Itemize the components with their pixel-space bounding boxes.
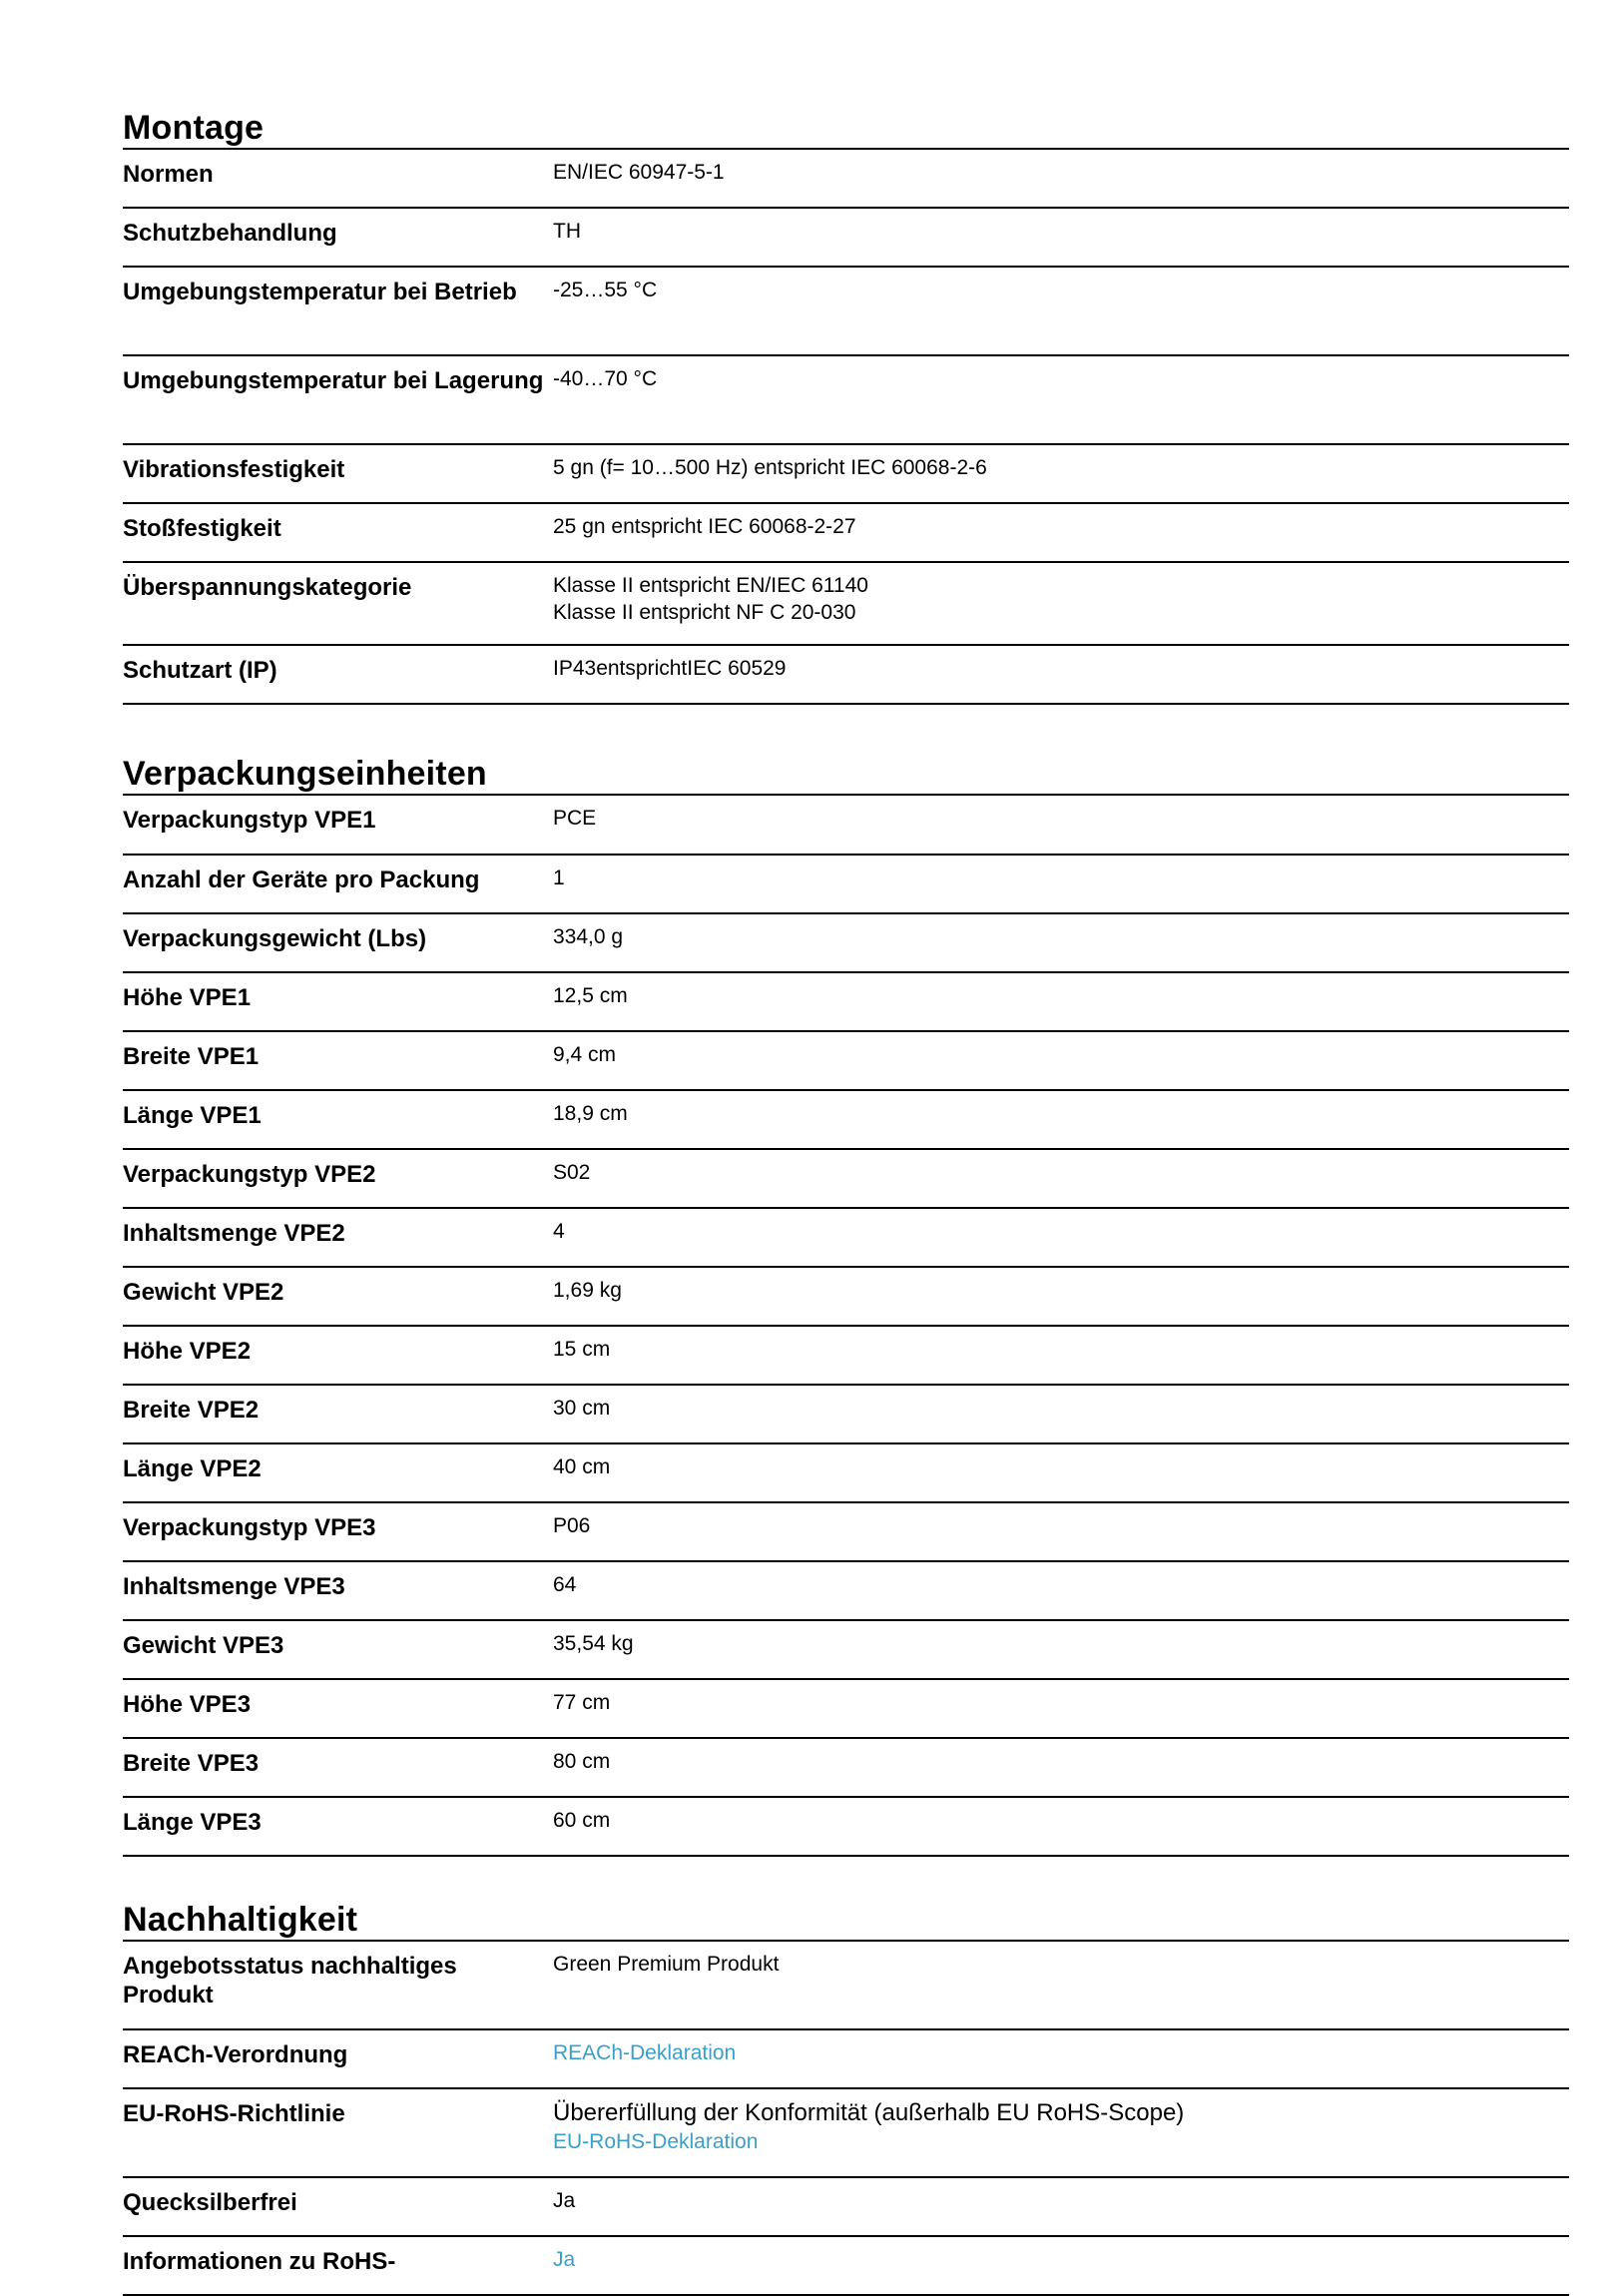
spec-value-line: PCE xyxy=(553,807,597,830)
spec-value-line: 1,69 kg xyxy=(553,1279,622,1302)
spec-label: Schutzbehandlung xyxy=(123,220,337,247)
spec-row xyxy=(123,1327,1569,1386)
spec-row xyxy=(123,504,1569,563)
spec-row xyxy=(123,796,1569,856)
spec-value xyxy=(553,796,1569,854)
spec-label: Höhe VPE1 xyxy=(123,984,252,1011)
spec-value-line: Klasse II entspricht NF C 20-030 xyxy=(553,601,856,624)
spec-value xyxy=(553,2030,1569,2087)
spec-value-line: 30 cm xyxy=(553,1397,611,1420)
spec-value xyxy=(553,209,1569,266)
spec-value-line: 60 cm xyxy=(553,1809,611,1832)
spec-row xyxy=(123,1562,1569,1621)
spec-value xyxy=(553,1091,1569,1148)
spec-value xyxy=(553,268,1569,354)
spec-value xyxy=(553,1680,1569,1737)
spec-value xyxy=(553,445,1569,502)
section-0 xyxy=(123,108,1569,705)
section-title: Verpackungseinheiten xyxy=(123,755,487,793)
spec-value-line: 12,5 cm xyxy=(553,984,628,1007)
spec-label: Verpackungstyp VPE3 xyxy=(123,1514,376,1541)
spec-value xyxy=(553,1209,1569,1266)
spec-value xyxy=(553,914,1569,971)
spec-label: Stoßfestigkeit xyxy=(123,515,281,542)
document-link[interactable]: REACh-Deklaration xyxy=(553,2041,737,2064)
spec-value-line: 64 xyxy=(553,1573,577,1596)
spec-row xyxy=(123,209,1569,268)
spec-value-line: 5 gn (f= 10…500 Hz) entspricht IEC 60068-2-6 xyxy=(553,456,987,479)
spec-row xyxy=(123,2178,1569,2237)
spec-value-line: 80 cm xyxy=(553,1750,611,1773)
spec-value-line: -40…70 °C xyxy=(553,367,658,390)
spec-row xyxy=(123,1739,1569,1798)
spec-value xyxy=(553,1327,1569,1384)
spec-label: Umgebungstemperatur bei Lagerung xyxy=(123,367,544,394)
spec-value xyxy=(553,2237,1569,2294)
spec-value xyxy=(553,356,1569,443)
spec-value-line: S02 xyxy=(553,1161,591,1184)
spec-row xyxy=(123,2030,1569,2089)
spec-label: Gewicht VPE2 xyxy=(123,1279,284,1306)
spec-value-line: EN/IEC 60947-5-1 xyxy=(553,161,725,184)
spec-value xyxy=(553,973,1569,1030)
spec-value-line: 1 xyxy=(553,866,565,889)
spec-row xyxy=(123,1680,1569,1739)
spec-label: Angebotsstatus nachhaltiges Produkt xyxy=(123,1953,457,2009)
spec-label: Länge VPE2 xyxy=(123,1455,262,1482)
spec-label: Inhaltsmenge VPE2 xyxy=(123,1220,345,1247)
document-link[interactable]: EU-RoHS-Deklaration xyxy=(553,2130,759,2153)
spec-row xyxy=(123,973,1569,1032)
spec-row xyxy=(123,1942,1569,2030)
spec-label: Länge VPE1 xyxy=(123,1102,262,1129)
spec-label: Quecksilberfrei xyxy=(123,2189,297,2216)
spec-value xyxy=(553,563,1569,644)
spec-row xyxy=(123,150,1569,209)
spec-value xyxy=(553,1942,1569,2028)
spec-value xyxy=(553,150,1569,207)
spec-value xyxy=(553,1268,1569,1325)
spec-label: Verpackungstyp VPE1 xyxy=(123,807,376,834)
spec-row xyxy=(123,1621,1569,1680)
section-1 xyxy=(123,754,1569,1857)
spec-row xyxy=(123,1798,1569,1857)
spec-row xyxy=(123,2237,1569,2296)
spec-value-line: IP43entsprichtIEC 60529 xyxy=(553,657,787,680)
spec-label: Breite VPE2 xyxy=(123,1397,260,1424)
spec-label: Verpackungsgewicht (Lbs) xyxy=(123,925,427,952)
spec-row xyxy=(123,445,1569,504)
spec-value-line: 15 cm xyxy=(553,1338,611,1361)
spec-label: Informationen zu RoHS- xyxy=(123,2248,396,2275)
spec-label: Höhe VPE3 xyxy=(123,1691,252,1718)
spec-row xyxy=(123,2089,1569,2178)
spec-label: Vibrationsfestigkeit xyxy=(123,456,345,483)
spec-label: Höhe VPE2 xyxy=(123,1338,252,1365)
spec-value xyxy=(553,1386,1569,1442)
spec-label: Anzahl der Geräte pro Packung xyxy=(123,866,480,893)
spec-row xyxy=(123,1091,1569,1150)
spec-label: EU-RoHS-Richtlinie xyxy=(123,2100,345,2127)
spec-row xyxy=(123,1503,1569,1562)
spec-value-line: -25…55 °C xyxy=(553,279,658,301)
spec-label: Breite VPE1 xyxy=(123,1043,260,1070)
spec-value xyxy=(553,646,1569,703)
spec-value-line: 9,4 cm xyxy=(553,1043,617,1066)
spec-value-line: Ja xyxy=(553,2189,576,2212)
spec-value-line: 4 xyxy=(553,1220,565,1243)
spec-row xyxy=(123,563,1569,646)
spec-row xyxy=(123,1268,1569,1327)
spec-value-line: P06 xyxy=(553,1514,591,1537)
spec-value xyxy=(553,1798,1569,1855)
spec-value-line: TH xyxy=(553,220,581,243)
document-link[interactable]: Ja xyxy=(553,2248,576,2271)
spec-value-line: 40 cm xyxy=(553,1455,611,1478)
spec-value-line: Übererfüllung der Konformität (außerhalb EU RoHS-Scope) xyxy=(553,2099,1185,2126)
spec-label: Schutzart (IP) xyxy=(123,657,277,684)
spec-label: Umgebungstemperatur bei Betrieb xyxy=(123,279,517,305)
spec-value xyxy=(553,1150,1569,1207)
spec-row xyxy=(123,1444,1569,1503)
spec-value xyxy=(553,2178,1569,2235)
spec-label: Verpackungstyp VPE2 xyxy=(123,1161,376,1188)
spec-value xyxy=(553,504,1569,561)
spec-label: Gewicht VPE3 xyxy=(123,1632,284,1659)
spec-label: REACh-Verordnung xyxy=(123,2041,348,2068)
spec-value xyxy=(553,2089,1569,2176)
spec-label: Länge VPE3 xyxy=(123,1809,262,1836)
spec-row xyxy=(123,646,1569,705)
spec-value-line: 334,0 g xyxy=(553,925,624,948)
spec-label: Inhaltsmenge VPE3 xyxy=(123,1573,345,1600)
section-2 xyxy=(123,1900,1569,2296)
spec-row xyxy=(123,268,1569,356)
spec-value xyxy=(553,1739,1569,1796)
spec-label: Normen xyxy=(123,161,214,188)
spec-value xyxy=(553,1621,1569,1678)
section-title: Nachhaltigkeit xyxy=(123,1901,358,1939)
spec-value xyxy=(553,1562,1569,1619)
spec-value-line: 25 gn entspricht IEC 60068-2-27 xyxy=(553,515,856,538)
spec-label: Breite VPE3 xyxy=(123,1750,260,1777)
spec-row xyxy=(123,1209,1569,1268)
section-title: Montage xyxy=(123,109,265,147)
spec-value-line: Green Premium Produkt xyxy=(553,1953,780,1976)
spec-row xyxy=(123,356,1569,445)
spec-label: Überspannungskategorie xyxy=(123,574,412,601)
spec-value-line: 18,9 cm xyxy=(553,1102,628,1125)
spec-value-line: 35,54 kg xyxy=(553,1632,634,1655)
spec-value-line: Klasse II entspricht EN/IEC 61140 xyxy=(553,574,868,597)
spec-value xyxy=(553,1503,1569,1560)
spec-row xyxy=(123,1386,1569,1444)
spec-row xyxy=(123,1150,1569,1209)
spec-value xyxy=(553,1444,1569,1501)
spec-value xyxy=(553,856,1569,912)
spec-value xyxy=(553,1032,1569,1089)
spec-row xyxy=(123,856,1569,914)
spec-value-line: 77 cm xyxy=(553,1691,611,1714)
spec-row xyxy=(123,914,1569,973)
spec-row xyxy=(123,1032,1569,1091)
